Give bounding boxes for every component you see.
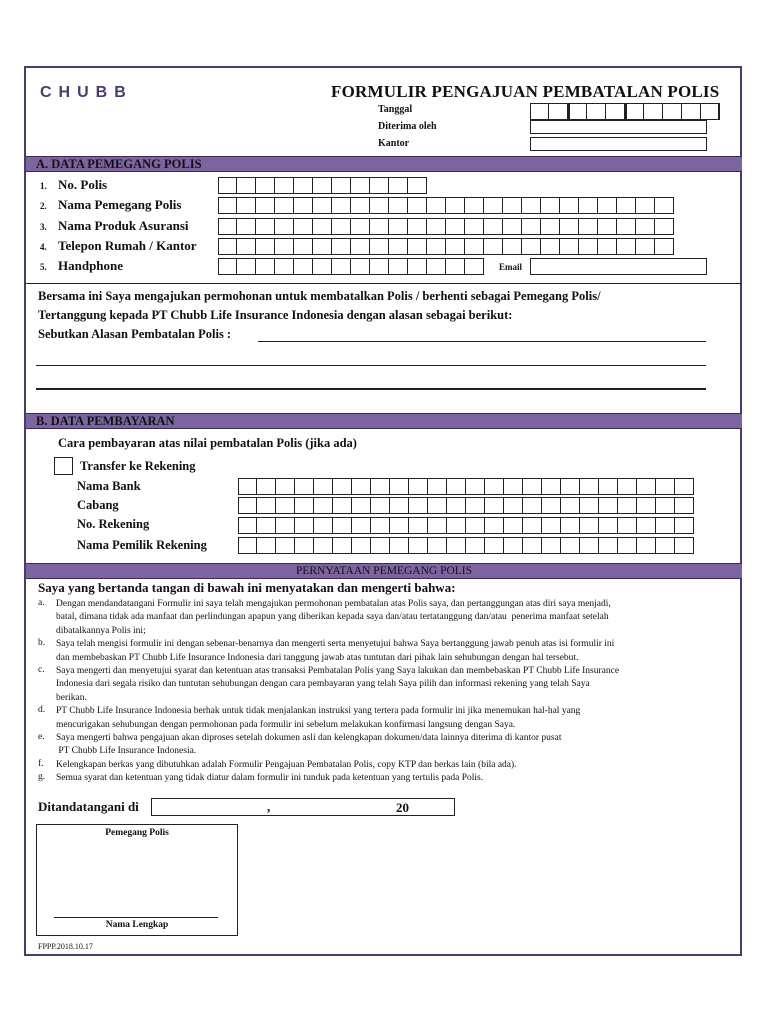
cabang-input[interactable] xyxy=(238,497,694,514)
statement-item-text: berikan. xyxy=(56,692,87,703)
statement-item-text: batal, dimana tidak ada manfaat dan perlindungan apapun yang diberikan kepada saya dan/atau tertatanggung dan/atau penerima manfaat setelah xyxy=(56,612,609,623)
nama-pemilik-rekening-label: Nama Pemilik Rekening xyxy=(77,538,207,552)
statement-item-letter: b. xyxy=(38,638,46,649)
signature-line xyxy=(54,917,218,918)
statement-item-text: PT Chubb Life Insurance Indonesia berhak untuk tidak menjalankan instruksi yang tertera pada formulir ini jika menemukan hal-hal yang xyxy=(56,706,581,717)
statement-item-text: Semua syarat dan ketentuan yang tidak diatur dalam formulir ini tunduk pada ketentuan yang tertulis pada Polis. xyxy=(56,773,484,784)
section-b-header xyxy=(26,413,742,429)
form-code: FPPP.2018.10.17 xyxy=(38,942,93,951)
signed-at-label: Ditandatangani di xyxy=(38,799,139,814)
row-number: 4. xyxy=(40,242,47,252)
cabang-label: Cabang xyxy=(77,498,119,512)
year-prefix: 20 xyxy=(396,800,409,815)
nama-pemegang-polis-label: Nama Pemegang Polis xyxy=(58,197,182,212)
statement-item-letter: a. xyxy=(38,598,45,608)
statement-item-text: PT Chubb Life Insurance Indonesia. xyxy=(56,746,197,757)
statement-item-letter: d. xyxy=(38,705,46,716)
statement-item-text: Indonesia dari segala risiko dan tuntutan sehubungan dengan cara pembayaran yang telah Saya pilih dan informasi rekening yang telah Saya xyxy=(56,679,590,690)
nama-bank-label: Nama Bank xyxy=(77,479,141,493)
holder-label: Pemegang Polis xyxy=(105,828,169,838)
nama-pemegang-polis-input[interactable] xyxy=(218,197,674,214)
row-number: 1. xyxy=(40,181,47,191)
section-a-header xyxy=(26,156,742,172)
tanggal-label: Tanggal xyxy=(378,104,413,115)
reason-input-line-3[interactable] xyxy=(36,388,706,390)
form-title: FORMULIR PENGAJUAN PEMBATALAN POLIS xyxy=(331,82,720,101)
statement-item-text: dibatalkannya Polis ini; xyxy=(56,625,146,636)
row-number: 2. xyxy=(40,201,47,211)
email-label: Email xyxy=(499,262,523,272)
chubb-logo: CHUBB xyxy=(40,84,133,101)
statement-title: PERNYATAAN PEMEGANG POLIS xyxy=(295,565,473,577)
kantor-field[interactable] xyxy=(530,137,707,151)
telepon-input[interactable] xyxy=(218,238,674,255)
signature-box[interactable] xyxy=(36,824,238,936)
diterima-oleh-label: Diterima oleh xyxy=(378,121,437,132)
statement-item-text: Saya mengerti bahwa pengajuan akan diproses setelah dokumen asli dan kelengkapan dokumen/data lainnya diterima di kantor pusat xyxy=(56,733,562,743)
row-number: 5. xyxy=(40,262,47,272)
statement-item-text: Dengan mendandatangani Formulir ini saya telah mengajukan permohonan pembatalan atas Polis saya, dan pertanggungan atas diri saya menjadi, xyxy=(56,599,611,609)
statement-item-letter: g. xyxy=(38,772,46,783)
nama-pemilik-rekening-input[interactable] xyxy=(238,537,694,554)
no-rekening-label: No. Rekening xyxy=(77,517,150,531)
divider xyxy=(26,283,742,284)
statement-item-text: Saya telah mengisi formulir ini dengan sebenar-benarnya dan mengerti serta menyetujui bahwa Saya bertanggung jawab penuh atas isi formulir ini xyxy=(56,639,615,650)
kantor-label: Kantor xyxy=(378,138,410,149)
email-field[interactable] xyxy=(530,258,707,275)
reason-line-1: Bersama ini Saya mengajukan permohonan untuk membatalkan Polis / berhenti sebagai Pemegang Polis/ xyxy=(38,289,601,303)
nama-produk-asuransi-input[interactable] xyxy=(218,218,674,235)
statement-item-text: Saya mengerti dan menyetujui syarat dan ketentuan atas transaksi Pembatalan Polis yang Saya lakukan dan membebaskan PT Chubb Life Insurance xyxy=(56,666,620,676)
statement-header xyxy=(26,563,742,579)
nama-bank-input[interactable] xyxy=(238,478,694,495)
reason-input-line-1[interactable] xyxy=(258,341,706,342)
transfer-label: Transfer ke Rekening xyxy=(80,459,196,473)
statement-item-text: mencurigakan sehubungan dengan permohonan pada formulir ini sebelum melakukan konfirmasi langsung dengan Saya. xyxy=(56,719,516,730)
section-b-title: B. DATA PEMBAYARAN xyxy=(36,414,175,428)
no-polis-label: No. Polis xyxy=(58,177,108,192)
statement-item-text: Kelengkapan berkas yang dibutuhkan adalah Formulir Pengajuan Pembatalan Polis, copy KTP dan berkas lain (bila ada). xyxy=(56,759,517,770)
date-separator: , xyxy=(267,799,271,814)
statement-item-letter: e. xyxy=(38,732,45,742)
no-polis-input[interactable] xyxy=(218,177,427,194)
transfer-checkbox[interactable] xyxy=(54,457,73,475)
handphone-label: Handphone xyxy=(58,258,124,273)
reason-line-3: Sebutkan Alasan Pembatalan Polis : xyxy=(38,327,232,341)
nama-produk-asuransi-label: Nama Produk Asuransi xyxy=(58,218,189,233)
statement-intro: Saya yang bertanda tangan di bawah ini menyatakan dan mengerti bahwa: xyxy=(38,580,456,595)
full-name-label: Nama Lengkap xyxy=(105,920,169,930)
statement-item-letter: f. xyxy=(38,758,44,769)
reason-input-line-2[interactable] xyxy=(36,365,706,366)
section-a-title: A. DATA PEMEGANG POLIS xyxy=(36,157,202,171)
statement-item-letter: c. xyxy=(38,665,45,675)
reason-line-2: Tertanggung kepada PT Chubb Life Insurance Indonesia dengan alasan sebagai berikut: xyxy=(38,308,513,322)
handphone-input[interactable] xyxy=(218,258,484,275)
diterima-oleh-field[interactable] xyxy=(530,120,707,134)
tanggal-field[interactable] xyxy=(530,103,720,120)
row-number: 3. xyxy=(40,222,47,232)
payment-intro: Cara pembayaran atas nilai pembatalan Polis (jika ada) xyxy=(58,436,357,450)
signed-at-field[interactable] xyxy=(151,798,455,816)
statement-item-text: dan membebaskan PT Chubb Life Insurance Indonesia dari tanggung jawab atas tuntutan dari pihak lain sehubungan dengan hal tersebut. xyxy=(56,652,579,663)
telepon-label: Telepon Rumah / Kantor xyxy=(58,238,197,253)
no-rekening-input[interactable] xyxy=(238,517,694,534)
